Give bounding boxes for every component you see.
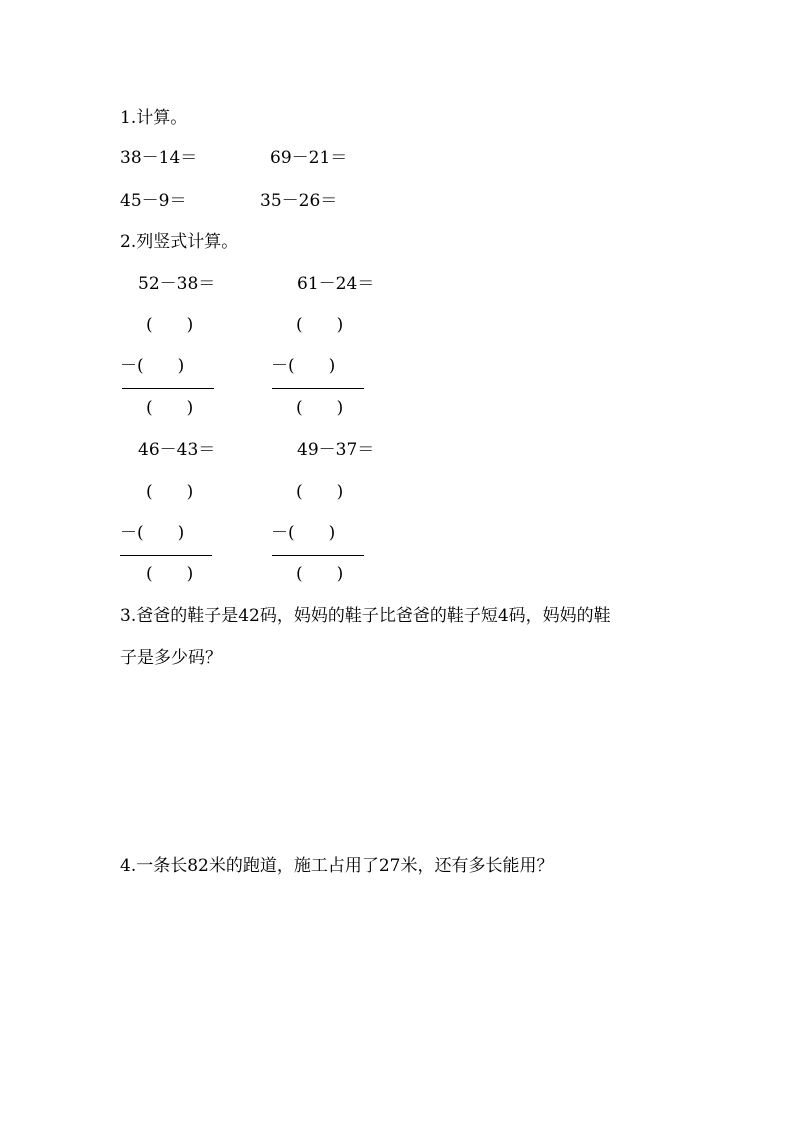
q1-title: 1.计算。 [120, 108, 188, 128]
q3-line-2: 子是多少码？ [120, 648, 222, 668]
q2-problem-1-blank-top: ( ) [146, 315, 194, 335]
q2-problem-3-blank-result: ( ) [146, 564, 194, 584]
q2-problem-4-blank-result: ( ) [296, 564, 344, 584]
q2-problem-2-blank-result: ( ) [296, 398, 344, 418]
q1-expr-3: 45－9＝ [120, 191, 187, 211]
q2-problem-2-expr: 61－24＝ [297, 274, 375, 294]
q1-expr-1: 38－14＝ [120, 148, 198, 168]
q2-problem-4-expr: 49－37＝ [297, 440, 375, 460]
q2-problem-1-blank-minus: －( ) [120, 356, 185, 376]
q2-problem-4-blank-minus: －( ) [271, 523, 336, 543]
q2-problem-3-blank-top: ( ) [146, 482, 194, 502]
q1-expr-4: 35－26＝ [260, 191, 338, 211]
q2-problem-1-rule [122, 388, 214, 389]
q2-title: 2.列竖式计算。 [120, 232, 239, 252]
q2-problem-1-blank-result: ( ) [146, 398, 194, 418]
q2-problem-4-rule [272, 555, 364, 556]
q2-problem-4-blank-top: ( ) [296, 482, 344, 502]
q2-problem-2-blank-minus: －( ) [271, 356, 336, 376]
q2-problem-3-expr: 46－43＝ [138, 440, 216, 460]
q4-text: 4.一条长82米的跑道，施工占用了27米，还有多长能用？ [120, 856, 554, 876]
q2-problem-3-blank-minus: －( ) [120, 523, 185, 543]
q2-problem-3-rule [120, 555, 212, 556]
q2-problem-2-blank-top: ( ) [296, 315, 344, 335]
q2-problem-2-rule [272, 388, 364, 389]
q1-expr-2: 69－21＝ [270, 148, 348, 168]
q2-problem-1-expr: 52－38＝ [138, 274, 216, 294]
q3-line-1: 3.爸爸的鞋子是42码，妈妈的鞋子比爸爸的鞋子短4码，妈妈的鞋 [120, 606, 611, 626]
